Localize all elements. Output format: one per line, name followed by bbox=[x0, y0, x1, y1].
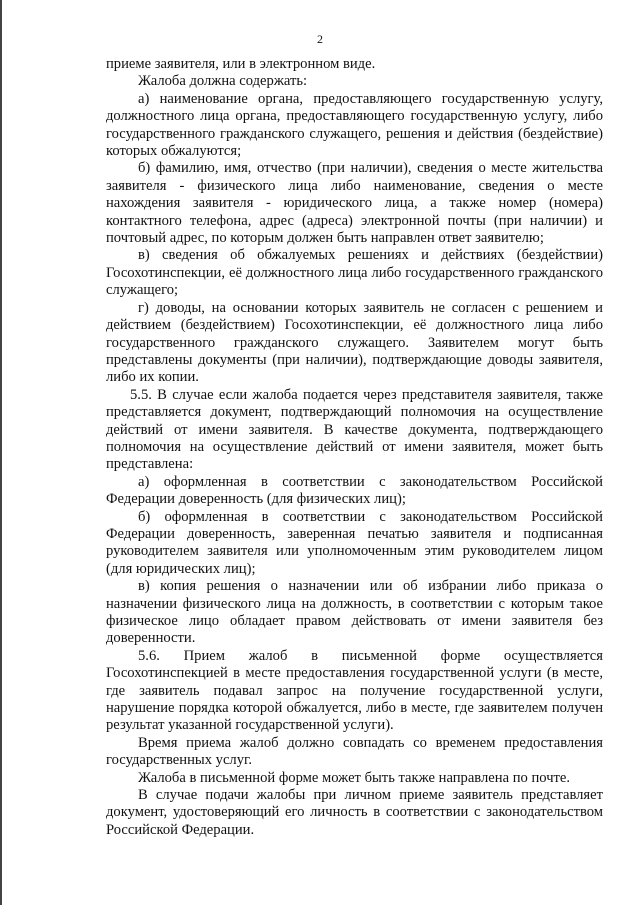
paragraph-item-v: в) сведения об обжалуемых решениях и действиях (бездействии) Госохотинспекции, её должностного лица либо государственного гражданского служащего; bbox=[106, 247, 603, 299]
paragraph-reception-time: Время приема жалоб должно совпадать со временем предоставления государственных услуг. bbox=[106, 734, 603, 769]
paragraph-complaint-contents: Жалоба должна содержать: bbox=[138, 73, 308, 90]
paragraph-section-5-6: 5.6. Прием жалоб в письменной форме осуществляется Госохотинспекцией в месте предоставления государственной услуги (в месте, где заявитель подавал запрос на получение государственной услуги, нарушение порядка которой обжалуется, либо в месте, где заявителем получен результат указанной государственной услуги). bbox=[106, 647, 603, 734]
scan-edge bbox=[0, 0, 2, 905]
paragraph-item-a: а) наименование органа, предоставляющего государственную услугу, должностного лица органа, предоставляющего государственную услугу, либо государственного гражданского служащего, решения и действия (бездействие) которых обжалуются; bbox=[106, 90, 603, 160]
paragraph-item-g: г) доводы, на основании которых заявитель не согласен с решением и действием (бездействием) Госохотинспекции, её должностного лица либо государственного гражданского служащего. Заявителем могут быть представлены документы (при наличии), подтверждающие доводы заявителя, либо их копии. bbox=[106, 299, 603, 386]
paragraph-5-5-item-b: б) оформленная в соответствии с законодательством Российской Федерации доверенность, заверенная печатью заявителя и подписанная руководителем заявителя или уполномоченным этим руководителем лицом (для юридических лиц); bbox=[106, 508, 603, 577]
paragraph-continuation: приеме заявителя, или в электронном виде. bbox=[106, 56, 376, 72]
paragraph-personal-reception: В случае подачи жалобы при личном приеме заявитель представляет документ, удостоверяющий его личность в соответствии с законодательством Российской Федерации. bbox=[106, 787, 603, 838]
document-body bbox=[106, 56, 603, 839]
paragraph-5-5-item-v: в) копия решения о назначении или об избрании либо приказа о назначении физического лица на должность, в соответствии с которым такое физическое лицо обладает правом действовать от имени заявителя без доверенности. bbox=[106, 578, 603, 647]
paragraph-item-b: б) фамилию, имя, отчество (при наличии), сведения о месте жительства заявителя - физического лица либо наименование, сведения о месте нахождения заявителя - юридического лица, а также номер (номера) контактного телефона, адрес (адреса) электронной почты (при наличии) и почтовый адрес, по которым должен быть направлен ответ заявителю; bbox=[106, 160, 603, 247]
paragraph-5-5-item-a: а) оформленная в соответствии с законодательством Российской Федерации доверенность (для физических лиц); bbox=[106, 473, 603, 508]
page-number: 2 bbox=[317, 32, 323, 46]
paragraph-section-5-5: 5.5. В случае если жалоба подается через представителя заявителя, также представляется документ, подтверждающий полномочия на осуществление действий от имени заявителя. В качестве документа, подтверждающего полномочия на осуществление действий от имени заявителя, может быть представлена: bbox=[106, 386, 603, 473]
paragraph-by-mail: Жалоба в письменной форме может быть также направлена по почте. bbox=[138, 769, 571, 786]
